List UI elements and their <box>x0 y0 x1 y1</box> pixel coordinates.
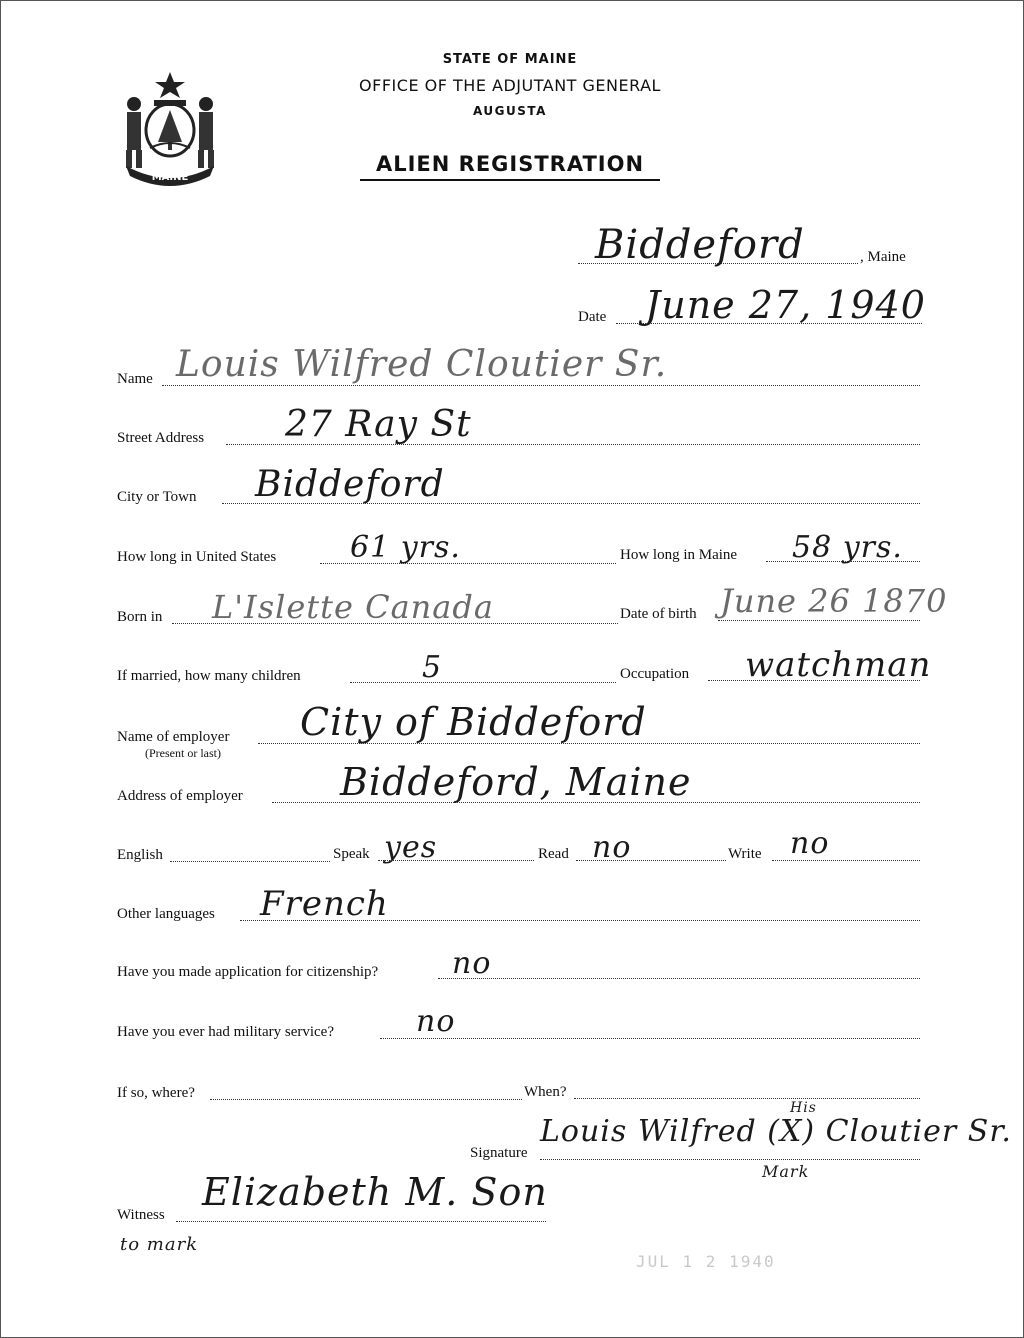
military-line <box>380 1038 920 1039</box>
employer-value: City of Biddeford <box>300 700 647 744</box>
maine-seal-icon <box>112 68 228 188</box>
employer-address-label: Address of employer <box>117 788 243 804</box>
children-value: 5 <box>422 650 443 685</box>
employer-label: Name of employer <box>117 729 230 745</box>
dob-line <box>718 620 920 621</box>
place-suffix: , Maine <box>860 249 906 265</box>
write-value: no <box>790 826 830 861</box>
city-label: City or Town <box>117 489 197 505</box>
place-value: Biddeford <box>595 222 805 268</box>
witness-note: to mark <box>120 1234 199 1255</box>
form-title: ALIEN REGISTRATION <box>360 152 660 181</box>
employer-address-value: Biddeford, Maine <box>340 760 692 804</box>
street-value: 27 Ray St <box>285 404 472 445</box>
signature-mark: Mark <box>762 1162 810 1181</box>
employer-sublabel: (Present or last) <box>145 746 221 760</box>
name-line <box>162 385 920 386</box>
date-label: Date <box>578 309 607 325</box>
witness-value: Elizabeth M. Son <box>202 1170 548 1214</box>
speak-value: yes <box>384 830 438 865</box>
us-years-label: How long in United States <box>117 549 277 565</box>
where-label: If so, where? <box>117 1085 195 1101</box>
citizenship-label: Have you made application for citizenship? <box>117 964 379 980</box>
military-value: no <box>416 1004 456 1039</box>
military-label: Have you ever had military service? <box>117 1024 334 1040</box>
svg-text:MAINE: MAINE <box>151 172 189 183</box>
children-line <box>350 682 616 683</box>
name-label: Name <box>117 371 153 387</box>
witness-line <box>176 1221 546 1222</box>
city-value: Biddeford <box>255 464 445 505</box>
occupation-label: Occupation <box>620 666 690 682</box>
signature-label: Signature <box>470 1145 528 1161</box>
state-heading: STATE OF MAINE <box>442 52 578 67</box>
signature-value: Louis Wilfred (X) Cloutier Sr. <box>540 1114 1012 1149</box>
dob-label: Date of birth <box>620 606 697 622</box>
speak-label: Speak <box>333 846 370 862</box>
read-value: no <box>592 830 632 865</box>
citizenship-line <box>438 978 920 979</box>
street-label: Street Address <box>117 430 205 446</box>
name-value: Louis Wilfred Cloutier Sr. <box>176 344 668 385</box>
citizenship-value: no <box>452 946 492 981</box>
city-heading: AUGUSTA <box>473 104 547 118</box>
us-years-value: 61 yrs. <box>350 530 461 565</box>
english-line <box>170 861 330 862</box>
born-in-label: Born in <box>117 609 163 625</box>
signature-his: His <box>790 1100 817 1116</box>
dob-value: June 26 1870 <box>720 582 948 620</box>
occupation-value: watchman <box>745 645 932 685</box>
when-label: When? <box>524 1084 567 1100</box>
born-in-value: L'Islette Canada <box>212 588 494 626</box>
office-heading: OFFICE OF THE ADJUTANT GENERAL <box>359 76 661 95</box>
other-languages-value: French <box>260 884 389 924</box>
read-label: Read <box>538 846 569 862</box>
date-value: June 27, 1940 <box>645 283 926 327</box>
maine-years-label: How long in Maine <box>620 547 738 563</box>
maine-years-value: 58 yrs. <box>792 530 903 565</box>
children-label: If married, how many children <box>117 668 301 684</box>
when-line <box>574 1098 920 1099</box>
english-label: English <box>117 847 163 863</box>
received-date-stamp: JUL 1 2 1940 <box>636 1252 776 1271</box>
witness-label: Witness <box>117 1207 165 1223</box>
where-line <box>210 1099 522 1100</box>
other-languages-label: Other languages <box>117 906 215 922</box>
signature-line <box>540 1159 920 1160</box>
write-label: Write <box>728 846 762 862</box>
